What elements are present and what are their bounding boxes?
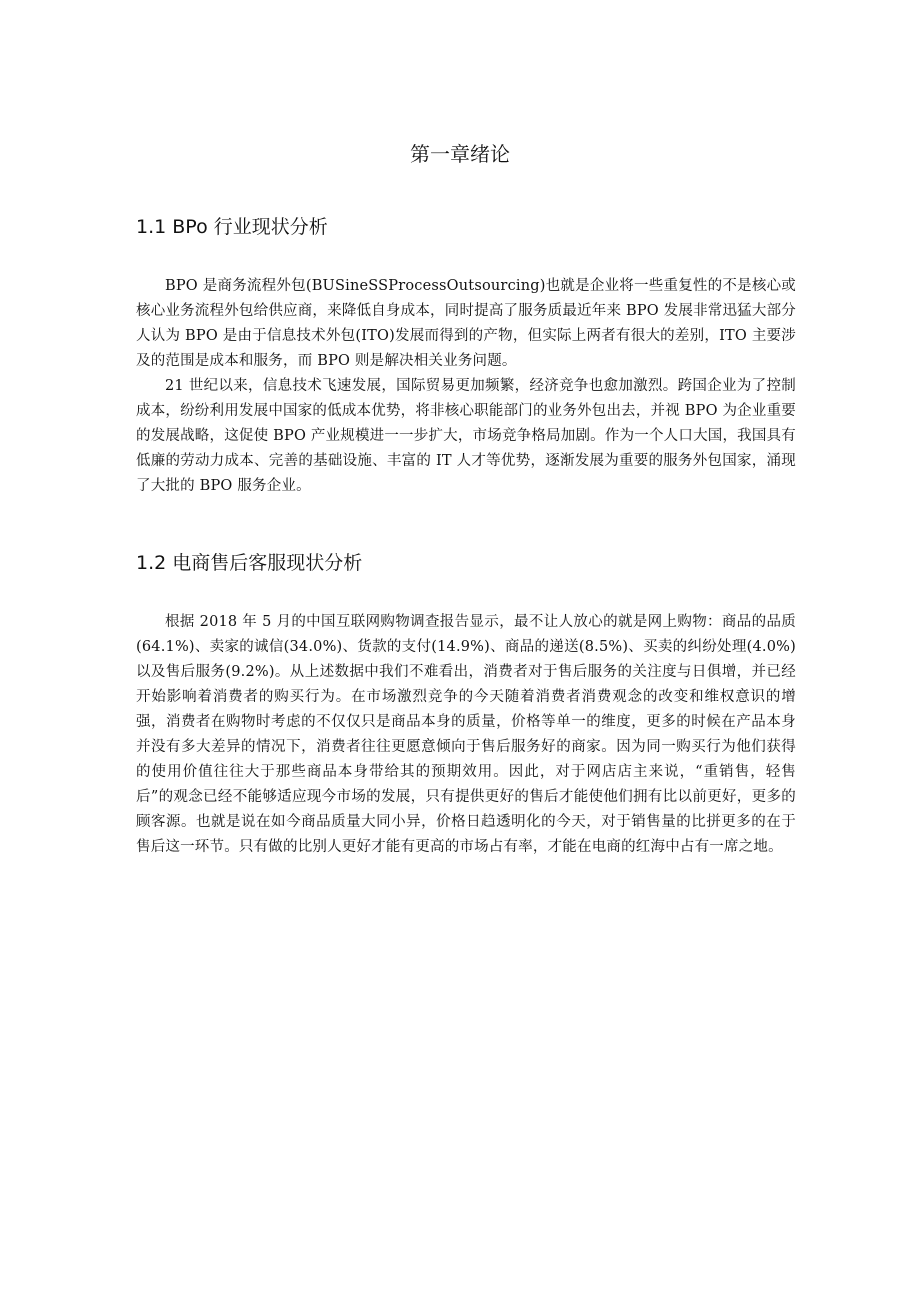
section-heading-1-1: 1.1 BPo 行业现状分析 bbox=[136, 216, 328, 238]
paragraph-after-sales-analysis: 根据 2018 年 5 月的中国互联网购物调查报告显示，最不让人放心的就是网上购物：商品的品质(64.1%)、卖家的诚信(34.0%)、货款的支付(14.9%)、商品的递送(8.5%)、买卖的纠纷处理(4.0%)以及售后服务(9.2%)。从上述数据中我们不难看出，消费者对于售后服务的关注度与日俱增，并已经开始影响着消费者的购买行为。在市场激烈竞争的今天随着消费者消费观念的改变和维权意识的增强，消费者在购物时考虑的不仅仅只是商品本身的质量，价格等单一的维度，更多的时候在产品本身并没有多大差异的情况下，消费者往往更愿意倾向于售后服务好的商家。因为同一购买行为他们获得的使用价值往往大于那些商品本身带给其的预期效用。因此，对于网店店主来说，“重销售，轻售后”的观念已经不能够适应现今市场的发展，只有提供更好的售后才能使他们拥有比以前更好，更多的顾客源。也就是说在如今商品质量大同小异，价格日趋透明化的今天，对于销售量的比拼更多的在于售后这一环节。只有做的比别人更好才能有更高的市场占有率，才能在电商的红海中占有一席之地。 bbox=[136, 614, 796, 855]
chapter-title: 第一章绪论 bbox=[410, 142, 510, 166]
section-body-1-2 bbox=[136, 610, 796, 860]
section-heading-1-2: 1.2 电商售后客服现状分析 bbox=[136, 552, 363, 574]
section-body-1-1 bbox=[136, 274, 796, 499]
paragraph-bpo-definition: BPO 是商务流程外包(BUSineSSProcessOutsourcing)也就是企业将一些重复性的不是核心或核心业务流程外包给供应商，来降低自身成本，同时提高了服务质最近年来 BPO 发展非常迅猛大部分人认为 BPO 是由于信息技术外包(ITO)发展而得到的产物，但实际上两者有很大的差别，ITO 主要涉及的范围是成本和服务，而 BPO 则是解决相关业务问题。 bbox=[136, 278, 796, 369]
paragraph-bpo-development: 21 世纪以来，信息技术飞速发展，国际贸易更加频繁，经济竞争也愈加激烈。跨国企业为了控制成本，纷纷利用发展中国家的低成本优势，将非核心职能部门的业务外包出去，并视 BPO 为企业重要的发展战略，这促使 BPO 产业规模进一一步扩大，市场竞争格局加剧。作为一个人口大国，我国具有低廉的劳动力成本、完善的基础设施、丰富的 IT 人才等优势，逐渐发展为重要的服务外包国家，涌现了大批的 BPO 服务企业。 bbox=[136, 378, 796, 494]
